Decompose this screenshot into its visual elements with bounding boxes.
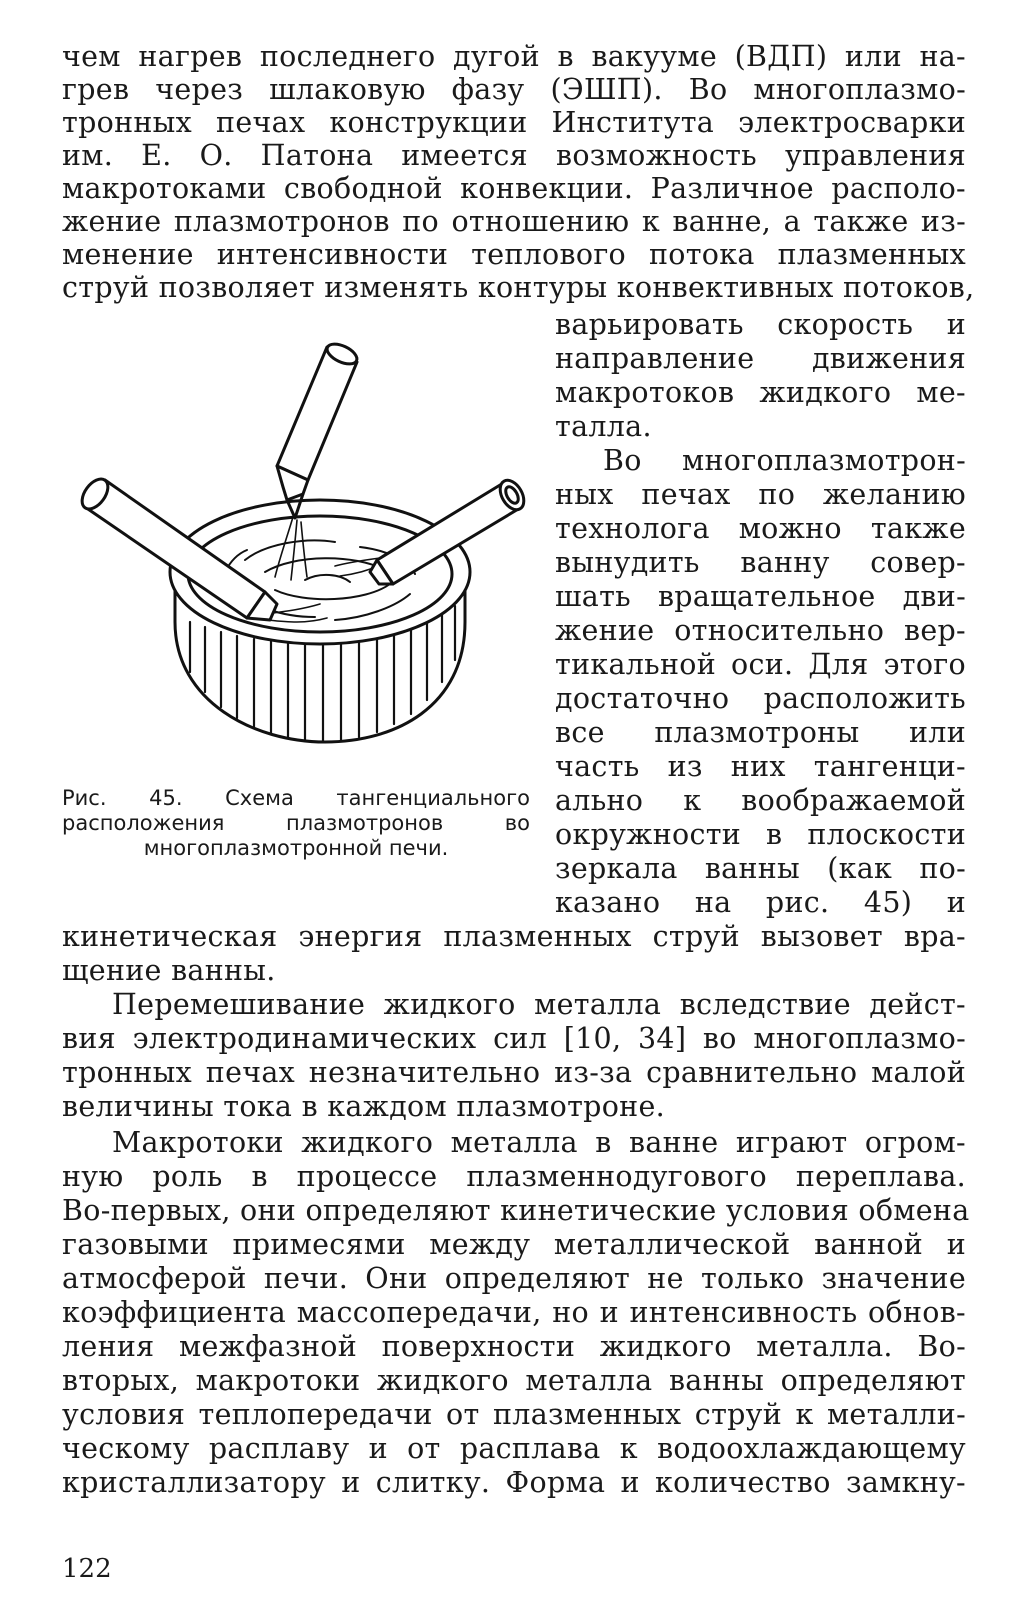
figure-caption [62,786,530,861]
page-number: 122 [62,1554,112,1584]
caption-line: Рис. 45. Схема тангенциального [62,786,530,810]
furnace-illustration [65,322,540,792]
text-line: чем нагрев последнего дугой в вакууме (ВДП) или на- [62,40,966,73]
text-line: вия электродинамических сил [10, 34] во многоплазмо- [62,1022,966,1055]
text-line: шать вращательное дви- [555,580,966,613]
text-line: ления межфазной поверхности жидкого металла. Во- [62,1330,966,1363]
text-line: зеркала ванны (как по- [555,852,966,885]
text-line: вторых, макротоки жидкого металла ванны определяют [62,1364,966,1397]
text-line: Во-первых, они определяют кинетические условия обмена [62,1194,970,1227]
text-line: достаточно расположить [555,682,966,715]
text-line: струй позволяет изменять контуры конвективных потоков, [62,271,975,304]
text-line: Во многоплазмотрон- [603,444,966,477]
text-line: ально к воображаемой [555,784,966,817]
text-line: величины тока в каждом плазмотроне. [62,1090,665,1123]
text-line: атмосферой печи. Они определяют не только значение [62,1262,966,1295]
text-line: казано на рис. 45) и [555,886,966,919]
text-line: Перемешивание жидкого металла вследствие дейст- [112,988,966,1021]
text-line: тронных печах незначительно из-за сравнительно малой [62,1056,966,1089]
text-line: технолога можно также [555,512,966,545]
text-line: газовыми примесями между металлической ванной и [62,1228,966,1261]
text-line: жение плазмотронов по отношению к ванне, а также из- [62,205,966,238]
text-line: щение ванны. [62,954,276,987]
text-line: кинетическая энергия плазменных струй вызовет вра- [62,920,966,953]
text-line: направление движения [555,342,966,375]
text-line: варьировать скорость и [555,308,966,341]
text-line: кристаллизатору и слитку. Форма и количество замкну- [62,1466,966,1499]
text-line: талла. [555,410,652,443]
text-line: окружности в плоскости [555,818,966,851]
text-line: часть из них тангенци- [555,750,966,783]
text-line: макротоками свободной конвекции. Различное располо- [62,172,966,205]
text-line: ных печах по желанию [555,478,966,511]
text-line: менение интенсивности теплового потока плазменных [62,238,966,271]
text-line: коэффициента массопередачи, но и интенсивность обнов- [62,1296,966,1329]
text-line: ческому расплаву и от расплава к водоохлаждающему [62,1432,966,1465]
text-line: ную роль в процессе плазменнодугового переплава. [62,1160,966,1193]
text-line: грев через шлаковую фазу (ЭШП). Во многоплазмо- [62,73,966,106]
text-line: тикальной оси. Для этого [555,648,966,681]
text-line: жение относительно вер- [555,614,966,647]
text-line: все плазмотроны или [555,716,966,749]
text-line: им. Е. О. Патона имеется возможность управления [62,139,966,172]
text-line: условия теплопередачи от плазменных струй к металли- [62,1398,966,1431]
caption-line: многоплазмотронной печи. [143,836,449,860]
text-line: вынудить ванну совер- [555,546,966,579]
text-line: Макротоки жидкого металла в ванне играют огром- [112,1126,966,1159]
caption-line: расположения плазмотронов во [62,811,530,835]
text-line: тронных печах конструкции Института электросварки [62,106,966,139]
text-line: макротоков жидкого ме- [555,376,966,409]
